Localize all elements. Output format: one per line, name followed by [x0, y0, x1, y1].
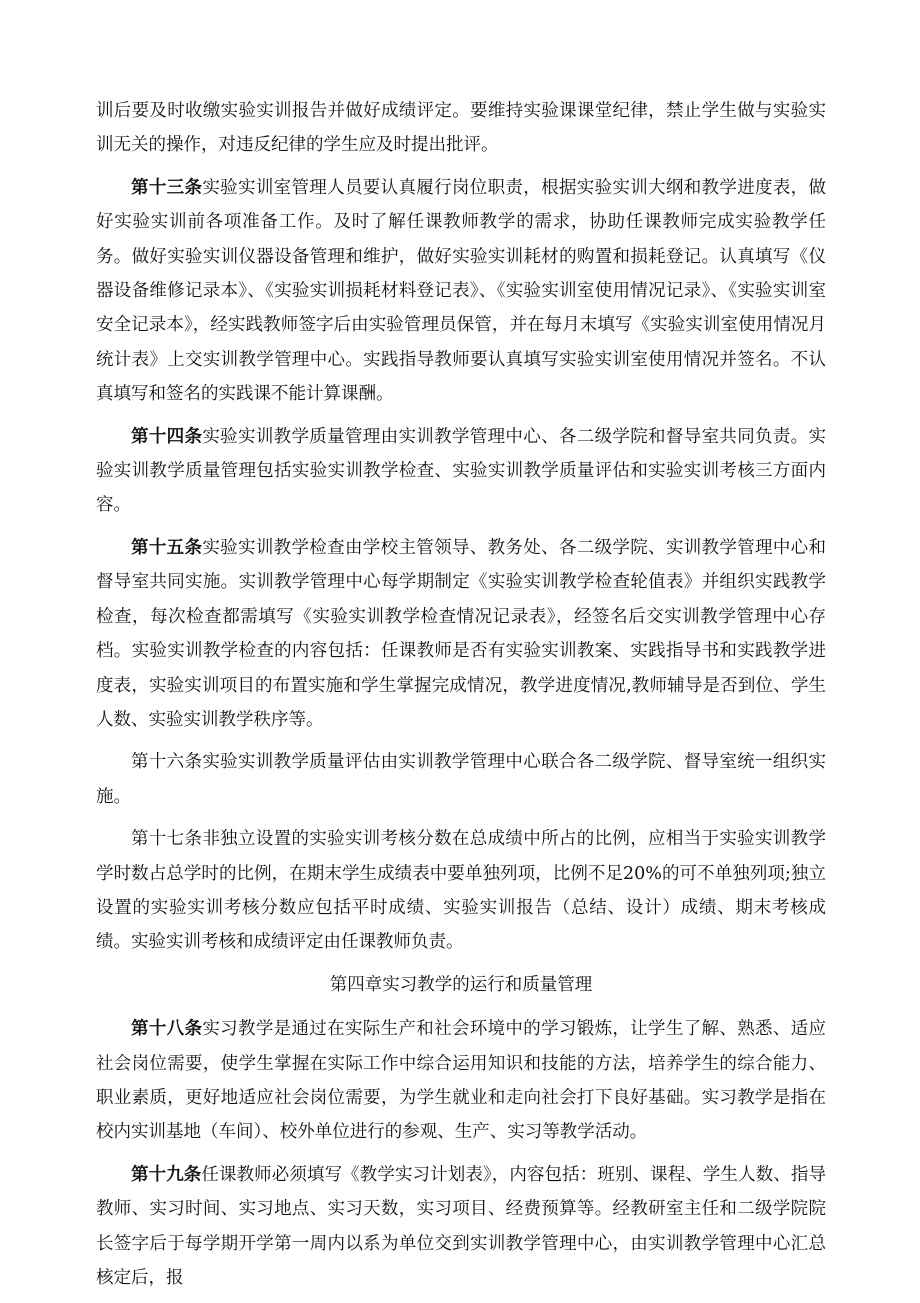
article-number: 第十三条 — [131, 177, 203, 198]
article-17 — [96, 822, 826, 960]
article-13 — [96, 171, 826, 412]
article-body: 第十六条实验实训教学质量评估由实训教学管理中心联合各二级学院、督导室统一组织实施。 — [96, 752, 826, 807]
article-18 — [96, 1012, 826, 1150]
article-19 — [96, 1158, 826, 1296]
article-number: 第十四条 — [131, 426, 203, 447]
article-16 — [96, 745, 826, 814]
article-14 — [96, 420, 826, 523]
article-body: 第十七条非独立设置的实验实训考核分数在总成绩中所占的比例，应相当于实验实训教学学时数占总学时的比例，在期末学生成绩表中要单独列项，比例不足20%的可不单独列项;独立设置的实验实训考核分数应包括平时成绩、实验实训报告（总结、设计）成绩、期末考核成绩。实验实训考核和成绩评定由任课教师负责。 — [96, 829, 826, 953]
article-15 — [96, 531, 826, 737]
article-body: 实验实训教学质量管理由实训教学管理中心、各二级学院和督导室共同负责。实验实训教学质量管理包括实验实训教学检查、实验实训教学质量评估和实验实训考核三方面内容。 — [96, 426, 827, 516]
article-body: 任课教师必须填写《教学实习计划表》，内容包括：班别、课程、学生人数、指导教师、实习时间、实习地点、实习天数，实习项目、经费预算等。经教研室主任和二级学院院长签字后于每学期开学第一周内以系为单位交到实训教学管理中心，由实训教学管理中心汇总核定后，报 — [96, 1164, 827, 1288]
chapter-heading: 第四章实习教学的运行和质量管理 — [329, 974, 593, 995]
article-body: 实验实训教学检查由学校主管领导、教务处、各二级学院、实训教学管理中心和督导室共同实施。实训教学管理中心每学期制定《实验实训教学检查轮值表》并组织实践教学检查，每次检查都需填写《实验实训教学检查情况记录表》，经签名后交实训教学管理中心存档。实验实训教学检查的内容包括：任课教师是否有实验实训教案、实践指导书和实践教学进度表，实验实训项目的布置实施和学生掌握完成情况，教学进度情况,教师辅导是否到位、学生人数、实验实训教学秩序等。 — [96, 537, 827, 730]
paragraph-continuation — [96, 94, 826, 163]
article-number: 第十九条 — [131, 1164, 202, 1185]
article-body: 实验实训室管理人员要认真履行岗位职责，根据实验实训大纲和教学进度表，做好实验实训前各项准备工作。及时了解任课教师教学的需求，协助任课教师完成实验教学任务。做好实验实训仪器设备管理和维护，做好实验实训耗材的购置和损耗登记。认真填写《仪器设备维修记录本》、《实验实训损耗材料登记表》、《实验实训室使用情况记录》、《实验实训室安全记录本》，经实践教师签字后由实验管理员保管，并在每月末填写《实验实训室使用情况月统计表》上交实训教学管理中心。实践指导教师要认真填写实验实训室使用情况并签名。不认真填写和签名的实践课不能计算课酬。 — [96, 177, 827, 405]
article-number: 第十五条 — [131, 537, 203, 558]
paragraph-body: 训后要及时收缴实验实训报告并做好成绩评定。要维持实验课课堂纪律，禁止学生做与实验实训无关的操作，对违反纪律的学生应及时提出批评。 — [96, 101, 826, 156]
document-page — [96, 94, 826, 1303]
article-body: 实习教学是通过在实际生产和社会环境中的学习锻炼，让学生了解、熟悉、适应社会岗位需要，使学生掌握在实际工作中综合运用知识和技能的方法，培养学生的综合能力、职业素质，更好地适应社会岗位需要，为学生就业和走向社会打下良好基础。实习教学是指在校内实训基地（车间）、校外单位进行的参观、生产、实习等教学活动。 — [96, 1019, 827, 1143]
article-number: 第十八条 — [131, 1019, 203, 1040]
